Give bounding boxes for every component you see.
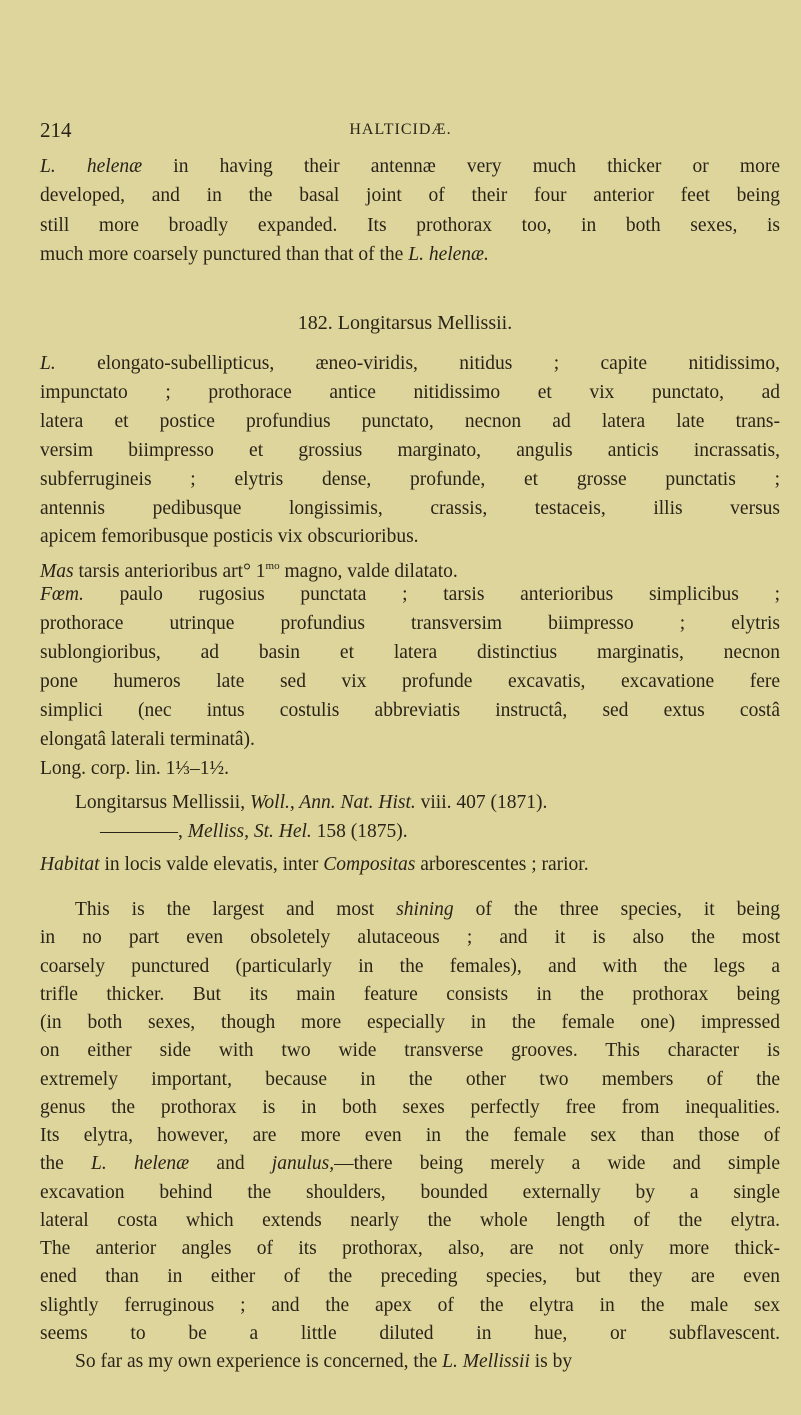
text-segment: in locis valde elevatis, inter	[99, 854, 324, 875]
text-segment: magno, valde dilatato.	[279, 561, 458, 583]
references-line	[100, 820, 801, 844]
description-line	[40, 497, 780, 521]
text-segment: The anterior angles of its prothorax, also, are not only more thick-	[40, 1238, 780, 1259]
text-segment: apicem femoribusque posticis vix obscurioribus.	[40, 526, 419, 548]
para2-line	[40, 983, 780, 1007]
text-segment: 158 (1875).	[311, 821, 408, 842]
description-line	[40, 381, 780, 405]
text-segment: antennis pedibusque longissimis, crassis, testaceis, illis versus	[40, 497, 780, 519]
para2-line	[40, 1152, 780, 1176]
text-segment: So far as my own experience is concerned, the	[75, 1351, 443, 1372]
para2-line	[40, 926, 780, 950]
text-segment: elongato-subellipticus, æneo-viridis, nitidus ; capite nitidissimo,	[55, 353, 780, 374]
text-segment: is by	[529, 1351, 573, 1372]
text-segment: impunctato ; prothorace antice nitidissimo et vix punctato, ad	[40, 381, 780, 403]
para2-line	[40, 955, 780, 979]
para2-line	[75, 898, 780, 922]
text-segment: elongatâ laterali terminatâ).	[40, 728, 255, 750]
text-segment: trifle thicker. But its main feature consists in the prothorax being	[40, 983, 780, 1005]
text-segment: This is the largest and most	[75, 899, 397, 920]
text-segment: viii. 407 (1871).	[415, 792, 548, 813]
description-line	[40, 439, 780, 463]
description-line	[40, 757, 780, 781]
italic-text: Habitat	[40, 854, 100, 875]
description-line	[40, 525, 780, 549]
description-line	[40, 699, 780, 723]
description-line	[40, 641, 780, 665]
text-segment: slightly ferruginous ; and the apex of the elytra in the male sex	[40, 1294, 780, 1316]
para2-line	[40, 1181, 780, 1205]
para2-line	[40, 1209, 780, 1233]
italic-text: L. Mellissii	[442, 1351, 530, 1372]
para2-line	[40, 1322, 780, 1346]
text-segment: on either side with two wide transverse grooves. This character is	[40, 1040, 780, 1062]
text-segment: ————,	[100, 821, 188, 842]
italic-text: Woll., Ann. Nat. Hist.	[249, 792, 416, 813]
text-segment: subferrugineis ; elytris dense, profunde, et grosse punctatis ;	[40, 468, 780, 490]
text-segment: genus the prothorax is in both sexes perfectly free from inequalities.	[40, 1096, 780, 1118]
para1-line	[40, 184, 780, 208]
para2-line	[40, 1294, 780, 1318]
text-segment: coarsely punctured (particularly in the females), and with the legs a	[40, 955, 780, 977]
references-line	[75, 791, 780, 815]
text-segment: and	[189, 1153, 272, 1175]
text-segment: the	[40, 1153, 92, 1175]
para2-line	[40, 1068, 780, 1092]
italic-text: L. helenæ	[91, 1153, 190, 1175]
para2-line	[40, 1265, 780, 1289]
italic-text: Fœm.	[40, 584, 84, 606]
para2-line	[40, 1124, 780, 1148]
page-number: 214	[40, 118, 72, 142]
species-heading: 182. Longitarsus Mellissii.	[297, 312, 513, 334]
habitat-line	[40, 853, 780, 877]
text-segment: much more coarsely punctured than that of the	[40, 244, 409, 266]
italic-text: L.	[40, 353, 56, 374]
text-segment: Its elytra, however, are more even in the female sex than those of	[40, 1125, 780, 1146]
para1-line	[40, 214, 780, 238]
para2-line	[40, 1237, 780, 1261]
para2-line	[40, 1039, 780, 1063]
text-segment: paulo rugosius punctata ; tarsis anterioribus simplicibus ;	[83, 584, 780, 606]
italic-text: L. helenæ.	[408, 244, 489, 266]
text-segment: sublongioribus, ad basin et latera distinctius marginatis, necnon	[40, 642, 780, 663]
text-segment: arborescentes ; rarior.	[415, 854, 589, 875]
italic-text: L. helenæ	[40, 156, 143, 177]
text-segment: in no part even obsoletely alutaceous ; and it is also the most	[40, 927, 780, 949]
running-head: HALTICIDÆ.	[349, 121, 452, 138]
text-segment: prothorace utrinque profundius transversim biimpresso ; elytris	[40, 613, 780, 635]
description-line	[40, 410, 780, 434]
italic-text: Melliss, St. Hel.	[187, 821, 312, 842]
italic-text: Compositas	[323, 854, 416, 875]
text-segment: latera et postice profundius punctato, necnon ad latera late trans-	[40, 410, 780, 432]
para1-line	[40, 243, 780, 267]
para1-line	[40, 155, 780, 179]
text-segment: simplici (nec intus costulis abbreviatis instructâ, sed extus costâ	[40, 699, 780, 721]
italic-text: janulus,	[271, 1153, 335, 1175]
italic-text: Mas	[40, 561, 74, 583]
text-segment: extremely important, because in the other two members of the	[40, 1068, 780, 1090]
description-line	[40, 554, 780, 584]
text-segment: Longitarsus Mellissii,	[75, 792, 250, 813]
text-segment: in having their antennæ very much thicker or more	[142, 156, 780, 177]
text-segment: lateral costa which extends nearly the whole length of the elytra.	[40, 1209, 780, 1231]
para2-line	[40, 1096, 780, 1120]
description-line	[40, 352, 780, 376]
text-segment: pone humeros late sed vix profunde excavatis, excavatione fere	[40, 670, 780, 692]
text-segment: —there being merely a wide and simple	[334, 1153, 780, 1175]
description-line	[40, 612, 780, 636]
text-segment: still more broadly expanded. Its prothorax too, in both sexes, is	[40, 214, 780, 236]
text-segment: seems to be a little diluted in hue, or subflavescent.	[40, 1322, 780, 1344]
text-segment: excavation behind the shoulders, bounded externally by a single	[40, 1181, 780, 1203]
description-line	[40, 670, 780, 694]
text-segment: mo	[265, 560, 280, 573]
description-line	[40, 468, 780, 492]
text-segment: of the three species, it being	[453, 899, 780, 920]
para2-line	[75, 1350, 780, 1374]
para2-line	[40, 1011, 780, 1035]
description-line	[40, 728, 780, 752]
italic-text: shining	[396, 899, 454, 920]
text-segment: versim biimpresso et grossius marginato, angulis anticis incrassatis,	[40, 439, 780, 461]
text-segment: Long. corp. lin. 1⅓–1½.	[40, 757, 230, 779]
description-line	[40, 583, 780, 607]
text-segment: developed, and in the basal joint of their four anterior feet being	[40, 185, 780, 207]
text-segment: (in both sexes, though more especially in the female one) impressed	[40, 1012, 780, 1033]
text-segment: ened than in either of the preceding species, but they are even	[40, 1266, 780, 1288]
text-segment: tarsis anterioribus art° 1	[73, 561, 266, 583]
